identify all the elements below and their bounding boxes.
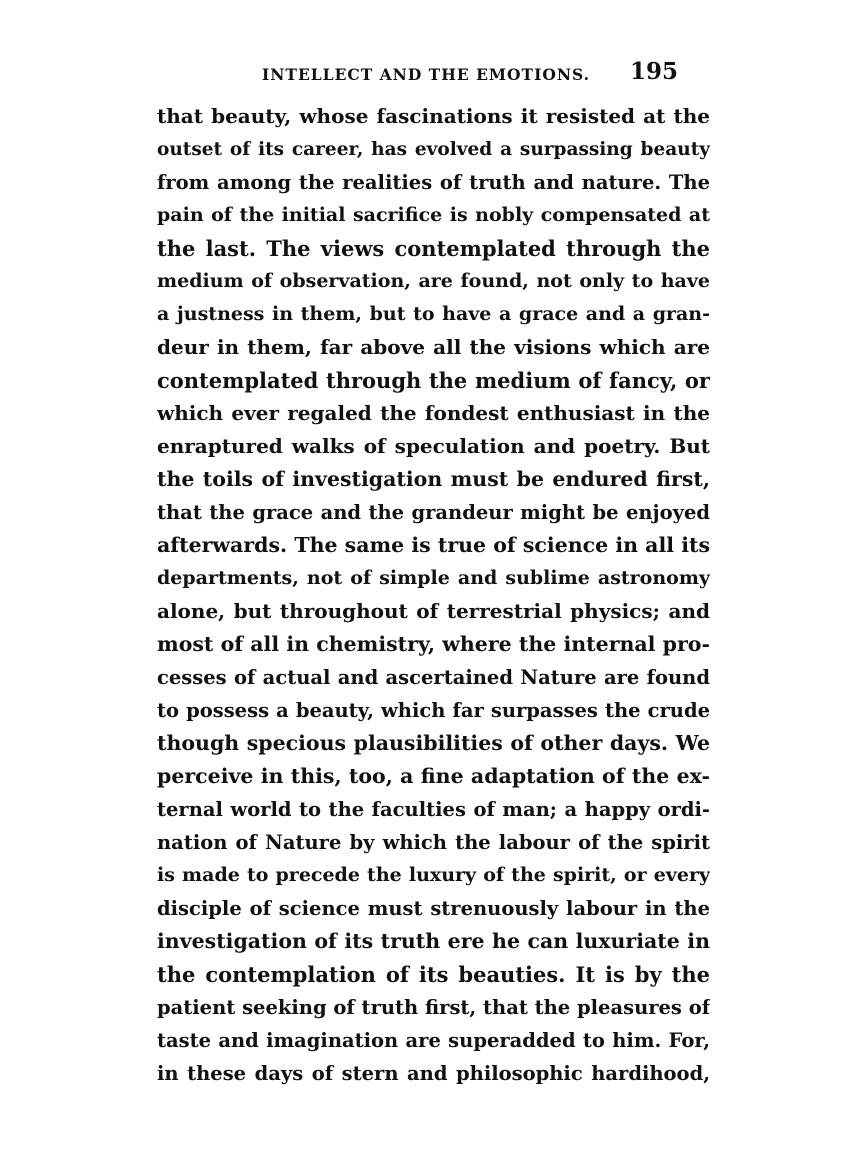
body-text [157,100,710,1090]
text-line: most of all in chemistry, where the internal pro- [157,632,710,656]
text-line: alone, but throughout of terrestrial physics; and [157,599,710,623]
text-line: that beauty, whose fascinations it resisted at the [157,104,710,128]
text-line: the toils of investigation must be endured first, [157,467,710,491]
text-line: ternal world to the faculties of man; a happy ordi- [157,798,710,821]
text-line: from among the realities of truth and nature. The [157,171,710,194]
page-number: 195 [630,58,679,85]
text-line: is made to precede the luxury of the spirit, or every [157,864,710,886]
text-line: pain of the initial sacrifice is nobly compensated at [157,204,710,226]
text-line: perceive in this, too, a fine adaptation of the ex- [157,764,710,788]
running-title: INTELLECT AND THE EMOTIONS. [262,65,591,84]
text-line: nation of Nature by which the labour of the spirit [157,831,710,854]
text-line: medium of observation, are found, not only to have [157,270,710,292]
text-line: afterwards. The same is true of science in all its [157,533,710,557]
text-line: the last. The views contemplated through the [157,236,710,261]
text-line: contemplated through the medium of fancy, or [157,368,710,393]
text-line: which ever regaled the fondest enthusiast in the [157,401,710,425]
text-line: to possess a beauty, which far surpasses the crude [157,699,710,722]
text-line: outset of its career, has evolved a surpassing beauty [157,139,710,160]
text-line: enraptured walks of speculation and poetry. But [157,434,710,458]
text-line: taste and imagination are superadded to him. For, [157,1029,710,1052]
page-header [262,58,762,98]
text-line: though specious plausibilities of other days. We [157,731,710,755]
text-line: investigation of its truth ere he can luxuriate in [157,929,710,953]
text-line: departments, not of simple and sublime astronomy [157,567,710,589]
text-line: disciple of science must strenuously labour in the [157,897,710,920]
text-line: deur in them, far above all the visions which are [157,335,710,359]
text-line: that the grace and the grandeur might be enjoyed [157,501,710,524]
text-line: cesses of actual and ascertained Nature are found [157,666,710,689]
text-line: a justness in them, but to have a grace and a gran- [157,303,710,325]
text-line: patient seeking of truth first, that the pleasures of [157,996,710,1019]
text-line: in these days of stern and philosophic hardihood, [157,1062,710,1085]
text-line: the contemplation of its beauties. It is by the [157,962,710,987]
